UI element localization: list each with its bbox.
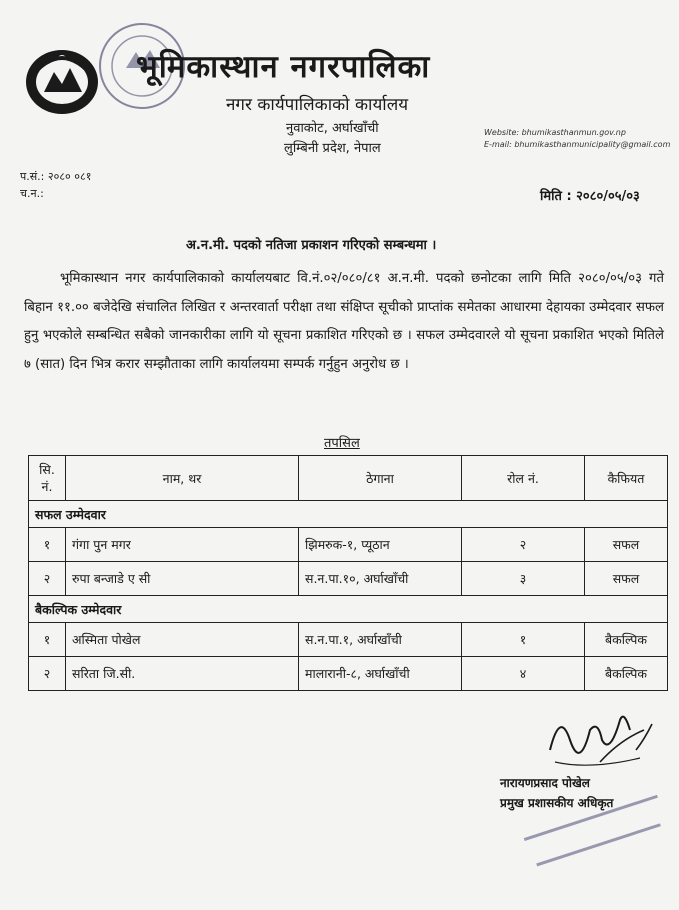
table-row xyxy=(29,623,668,657)
cell-roll: १ xyxy=(462,623,585,657)
table-row xyxy=(29,657,668,691)
letter-subject: अ.न.मी. पदको नतिजा प्रकाशन गरिएको सम्बन्धमा । xyxy=(186,238,437,253)
cell-roll: २ xyxy=(462,528,585,562)
cell-address: मालारानी-८, अर्घाखाँची xyxy=(299,657,462,691)
table-header-row xyxy=(29,456,668,501)
signatory-post: प्रमुख प्रशासकीय अधिकृत xyxy=(500,796,614,810)
letter-body: भूमिकास्थान नगर कार्यपालिकाको कार्यालयबाट वि.नं.०२/०८०/८१ अ.न.मी. पदको छनोटका लागि मिति २०८०/०५/०३ गते बिहान ११.०० बजेदेखि संचालित लिखित र अन्तरवार्ता परीक्षा तथा संक्षिप्त सूचीको प्राप्तांक समेतका आधारमा देहायका उम्मेदवार सफल हुनु भएकोले सम्बन्धित सबैको जानकारीका लागि यो सूचना प्रकाशित गरिएको छ । सफल उम्मेदवारले यो सूचना प्रकाशित भएको मितिले ७ (सात) दिन भित्र करार सम्झौताका लागि कार्यालयमा सम्पर्क गर्नुहुन अनुरोध छ । xyxy=(24,271,664,372)
header-roll: रोल नं. xyxy=(462,456,585,501)
cell-remarks: सफल xyxy=(585,562,668,596)
group-label-successful: सफल उम्मेदवार xyxy=(29,501,668,528)
header-name: नाम, थर xyxy=(66,456,299,501)
signatory-name: नारायणप्रसाद पोखेल xyxy=(500,776,590,790)
website-text: Website: bhumikasthanmun.gov.np xyxy=(484,128,626,137)
cell-name: अस्मिता पोखेल xyxy=(66,623,299,657)
cell-sn: १ xyxy=(29,528,66,562)
results-table xyxy=(28,455,668,691)
cell-address: स.न.पा.१०, अर्घाखाँची xyxy=(299,562,462,596)
cell-sn: २ xyxy=(29,562,66,596)
schedule-title: तपसिल xyxy=(324,436,360,451)
table-row xyxy=(29,528,668,562)
group-row-alternate xyxy=(29,596,668,623)
contact-block xyxy=(484,127,670,151)
cell-name: गंगा पुन मगर xyxy=(66,528,299,562)
cell-sn: १ xyxy=(29,623,66,657)
cell-address: स.न.पा.१, अर्घाखाँची xyxy=(299,623,462,657)
cell-remarks: सफल xyxy=(585,528,668,562)
cell-address: झिमरुक-१, प्यूठान xyxy=(299,528,462,562)
table-row xyxy=(29,562,668,596)
group-row-successful xyxy=(29,501,668,528)
cell-sn: २ xyxy=(29,657,66,691)
address-line-1: नुवाकोट, अर्घाखाँची xyxy=(286,121,379,136)
header-sn: सि. नं. xyxy=(29,456,66,501)
header-address: ठेगाना xyxy=(299,456,462,501)
municipality-name: भूमिकास्थान नगरपालिका xyxy=(136,49,431,85)
cell-remarks: बैकल्पिक xyxy=(585,657,668,691)
reference-number: प.सं.: २०८० ०८१ xyxy=(20,170,92,183)
header-remarks: कैफियत xyxy=(585,456,668,501)
cell-remarks: बैकल्पिक xyxy=(585,623,668,657)
group-label-alternate: बैकल्पिक उम्मेदवार xyxy=(29,596,668,623)
cell-name: सरिता जि.सी. xyxy=(66,657,299,691)
office-name: नगर कार्यपालिकाको कार्यालय xyxy=(226,95,409,115)
email-text: E-mail: bhumikasthanmunicipality@gmail.com xyxy=(484,140,671,149)
cell-name: रुपा बन्जाडे ए सी xyxy=(66,562,299,596)
letter-date: मिति : २०८०/०५/०३ xyxy=(540,189,640,204)
cell-roll: ४ xyxy=(462,657,585,691)
address-line-2: लुम्बिनी प्रदेश, नेपाल xyxy=(284,141,381,156)
name-stamp xyxy=(505,765,675,885)
dispatch-number: च.न.: xyxy=(20,187,44,200)
cell-roll: ३ xyxy=(462,562,585,596)
